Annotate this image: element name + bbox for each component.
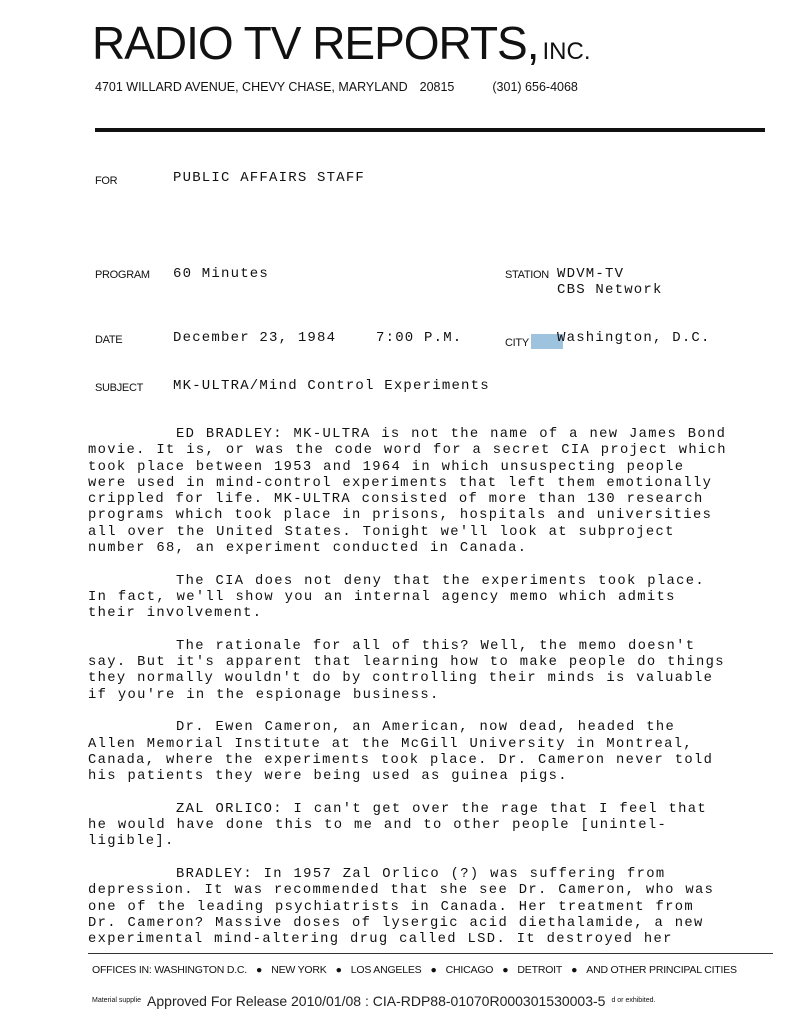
city-value: Washington, D.C. [557,330,711,346]
office-city: NEW YORK [271,964,327,976]
for-label: FOR [95,175,118,187]
office-city: LOS ANGELES [350,964,422,976]
station-label: STATION [505,269,549,281]
header-divider [95,128,765,132]
phone-number: (301) 656-4068 [492,80,578,94]
bullet-icon: ● [256,964,263,976]
company-suffix: INC. [542,38,591,65]
bullet-icon: ● [502,964,509,976]
material-note-left: Material supplie [92,997,142,1004]
release-stamp-row [92,993,655,1011]
bullet-icon: ● [430,964,437,976]
office-city: DETROIT [517,964,563,976]
transcript-body [88,427,728,965]
bullet-icon: ● [335,964,342,976]
transcript-paragraph: The rationale for all of this? Well, the memo doesn't say. But it's apparent that learning how to make people do things they normally wouldn't do by controlling their minds is valuable if you're in the espionage business. [88,638,725,703]
program-label: PROGRAM [95,269,150,281]
for-value: PUBLIC AFFAIRS STAFF [173,170,366,186]
bullet-icon: ● [571,964,578,976]
subject-value: MK-ULTRA/Mind Control Experiments [173,378,490,394]
date-label: DATE [95,334,123,346]
transcript-paragraph: Dr. Ewen Cameron, an American, now dead, headed the Allen Memorial Institute at the McGill University in Montreal, Canada, where the experiments took place. Dr. Cameron never told his patients they were being used as guinea pigs. [88,720,714,785]
release-stamp: Approved For Release 2010/01/08 : CIA-RDP88-01070R000301530003-5 [147,993,606,1009]
city-label [505,334,563,349]
company-name [92,16,591,70]
footer-divider [88,953,773,954]
material-note-right: d or exhibited. [611,997,656,1004]
offices-list [92,964,737,976]
transcript-paragraph: BRADLEY: In 1957 Zal Orlico (?) was suffering from depression. It was recommended that she see Dr. Cameron, who was one of the leading psychiatrists in Canada. Her treatment from Dr. Cameron? Massive doses of lysergic acid diethalamide, a new experimental mind-altering drug called LSD. It destroyed her [88,867,715,948]
office-city: AND OTHER PRINCIPAL CITIES [586,964,737,976]
subject-label: SUBJECT [95,382,144,394]
time-value: 7:00 P.M. [376,330,463,346]
program-value: 60 Minutes [173,266,270,282]
station-network: CBS Network [557,282,663,298]
company-address [95,80,590,94]
transcript-paragraph: ED BRADLEY: MK-ULTRA is not the name of a new James Bond movie. It is, or was the code word for a secret CIA project which took place between 1953 and 1964 in which unsuspecting people were used in mind-control experiments that left them emotionally crippled for life. MK-ULTRA consisted of more than 130 research programs which took place in prisons, hospitals and universities all over the United States. Tonight we'll look at subproject number 68, an experiment conducted in Canada. [88,427,727,557]
offices-label: OFFICES IN: WASHINGTON D.C. [92,964,248,976]
transcript-paragraph: ZAL ORLICO: I can't get over the rage that I feel that he would have done this to me and to other people [unintel-ligible]. [88,801,707,850]
date-value: December 23, 1984 [173,330,337,346]
company-title: RADIO TV REPORTS, [92,17,539,69]
zip-code: 20815 [419,80,455,94]
city-label-text: CITY [505,337,529,349]
transcript-paragraph: The CIA does not deny that the experiments took place. In fact, we'll show you an internal agency memo which admits their involvement. [88,573,705,622]
office-city: CHICAGO [445,964,494,976]
station-value: WDVM-TV [557,266,625,282]
street-address: 4701 WILLARD AVENUE, CHEVY CHASE, MARYLAND [95,80,408,94]
